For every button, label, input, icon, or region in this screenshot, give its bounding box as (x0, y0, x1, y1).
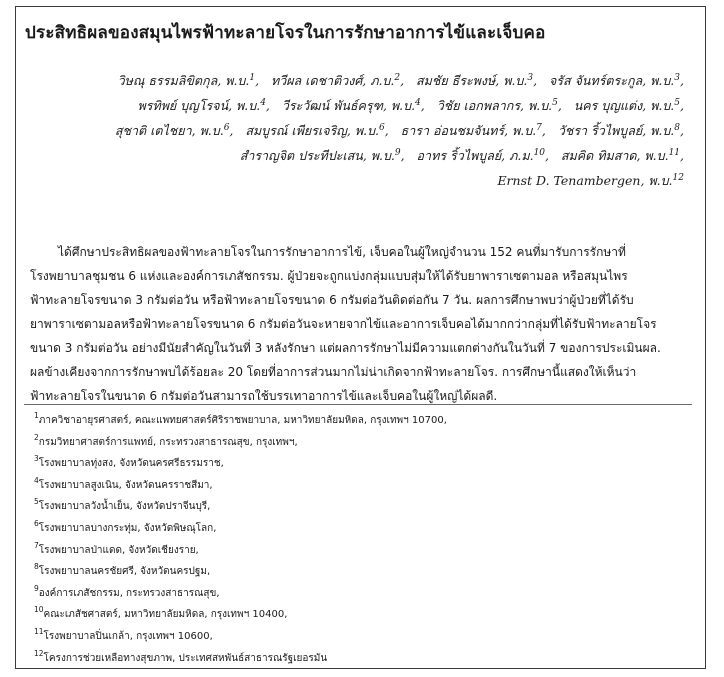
author (574, 98, 684, 113)
footnote-number: 7 (34, 540, 39, 550)
footnote (34, 561, 684, 583)
footnote-number: 1 (34, 411, 39, 420)
author (549, 73, 684, 88)
abstract-line: โรงพยาบาลชุมชน 6 แห่งและองค์การเภสัชกรรม. ผู้ป่วยจะถูกแบ่งกลุ่มแบบสุ่มให้ได้รับยาพาราเซตามอล หรือสมุนไพร (30, 269, 628, 283)
footnote-text: โรงพยาบาลปิ่นเกล้า, กรุงเทพฯ 10600, (43, 630, 213, 642)
footnote-number: 4 (34, 475, 39, 485)
footnote-text: โรงพยาบาลสูงเนิน, จังหวัดนครราชสีมา, (38, 479, 213, 491)
footnote (34, 626, 684, 648)
author-line (115, 166, 684, 191)
footnote (34, 583, 684, 605)
author-name: สำราญจิต ประทีปะเสน, พ.บ. (239, 148, 395, 164)
author (240, 148, 405, 163)
affiliation-marker: 3 (674, 73, 681, 83)
author-separator: , (545, 148, 549, 164)
affiliation-marker: 11 (668, 148, 681, 158)
footnote (34, 453, 684, 475)
footnote-text: โรงพยาบาลป่าแดด, จังหวัดเชียงราย, (38, 544, 199, 556)
footnote-text: โรงพยาบาลบางกระทุ่ม, จังหวัดพิษณุโลก, (38, 522, 217, 534)
affiliation-marker: 9 (394, 148, 401, 158)
footnote (34, 540, 684, 562)
author (245, 123, 388, 138)
author-separator: , (384, 123, 389, 139)
author-name: สมชัย ธีระพงษ์, พ.บ. (415, 73, 528, 89)
author (282, 98, 425, 113)
author (401, 123, 546, 138)
author-name: Ernst D. Tenambergen, พ.บ. (497, 173, 673, 189)
author-line (115, 116, 684, 141)
footnote-text: คณะเภสัชศาสตร์, มหาวิทยาลัยมหิดล, กรุงเทพฯ 10400, (43, 609, 288, 621)
author (561, 148, 684, 163)
author (138, 98, 270, 113)
footnote (34, 604, 684, 626)
footnote-text: โรงพยาบาลวังน้ำเย็น, จังหวัดปราจีนบุรี, (38, 501, 211, 513)
footnote (34, 496, 684, 518)
abstract-line: ฟ้าทะลายโจรในขนาด 6 กรัมต่อวันสามารถใช้บรรเทาอาการไข้และเจ็บคอในผู้ใหญ่ได้ผลดี. (30, 389, 498, 403)
affiliation-marker: 10 (533, 148, 546, 158)
author (558, 123, 684, 138)
footnote (34, 518, 684, 540)
author (417, 148, 549, 163)
affiliation-marker: 4 (415, 98, 421, 108)
abstract-line: ผลข้างเคียงจากการรักษาพบได้ร้อยละ 20 โดยที่อาการส่วนมากไม่น่าเกิดจากฟ้าทะลายโจร. การศึกษานี้แสดงให้เห็นว่า (30, 365, 637, 379)
author-name: สมบูรณ์ เพียรเจริญ, พ.บ. (245, 123, 379, 139)
abstract-line: ขนาด 3 กรัมต่อวัน อย่างมีนัยสำคัญในวันที่ 3 หลังรักษา แต่ผลการรักษาไม่มีความแตกต่างกันในวันที่ 7 ของการประเมินผล. (30, 341, 661, 355)
footnote-number: 9 (34, 583, 39, 593)
author-separator: , (420, 98, 425, 114)
author-name: วิษณุ ธรรมลิขิตกุล, พ.บ. (117, 73, 250, 89)
footnote-text: โรงพยาบาลทุ่งสง, จังหวัดนครศรีธรรมราช, (38, 458, 224, 470)
author-line (115, 91, 684, 116)
footnote-number: 6 (34, 518, 39, 528)
author-name: อาทร ริ้วไพบูลย์, ภ.ม. (416, 148, 534, 164)
author-separator: , (680, 73, 684, 89)
author-separator: , (680, 123, 684, 139)
affiliation-marker: 5 (674, 98, 681, 108)
footnote-number: 2 (34, 432, 39, 442)
paper-title: ประสิทธิผลของสมุนไพรฟ้าทะลายโจรในการรักษาอาการไข้และเจ็บคอ (25, 23, 546, 43)
author-line (115, 66, 684, 91)
footnote-text: กรมวิทยาศาสตร์การแพทย์, กระทรวงสาธารณสุข, กรุงเทพฯ, (38, 436, 298, 448)
author (115, 123, 234, 138)
author-separator: , (680, 98, 684, 114)
footnote-text: องค์การเภสัชกรรม, กระทรวงสาธารณสุข, (38, 587, 220, 599)
affiliation-marker: 5 (552, 98, 558, 108)
author-name: พรทิพย์ บุญโรจน์, พ.บ. (137, 98, 261, 114)
footnote-number: 11 (34, 626, 44, 636)
affiliation-footnotes (34, 410, 684, 669)
affiliation-marker: 7 (536, 123, 542, 133)
author-name: สมคิด ทิมสาด, พ.บ. (560, 148, 669, 164)
affiliation-marker: 6 (379, 123, 385, 133)
author (497, 173, 684, 188)
author-name: จรัส จันทร์ตระกูล, พ.บ. (548, 73, 675, 89)
footnote (34, 410, 684, 432)
abstract (30, 240, 694, 408)
footnote-number: 3 (34, 454, 39, 464)
footnote-text: โครงการช่วยเหลือทางสุขภาพ, ประเทศสหพันธ์สาธารณรัฐเยอรมัน (43, 652, 328, 664)
author-name: นคร บุญแต่ง, พ.บ. (573, 98, 675, 114)
author-name: วีระวัฒน์ พันธ์ครุฑ, พ.บ. (281, 98, 416, 114)
footnote (34, 432, 684, 454)
affiliation-marker: 8 (674, 123, 681, 133)
author-list (115, 66, 684, 191)
abstract-line: ได้ศึกษาประสิทธิผลของฟ้าทะลายโจรในการรักษาอาการไข้, เจ็บคอในผู้ใหญ่จำนวน 152 คนที่มารับการรักษาที่ (58, 245, 626, 259)
footnote-number: 10 (34, 605, 44, 615)
affiliation-marker: 2 (394, 73, 401, 83)
footnote-number: 5 (34, 497, 39, 507)
author-separator: , (557, 98, 562, 114)
footnote-text: โรงพยาบาลนครชัยศรี, จังหวัดนครปฐม, (38, 566, 211, 578)
affiliation-marker: 6 (223, 123, 230, 133)
footnote-number: 8 (34, 562, 39, 572)
affiliation-marker: 4 (260, 98, 266, 108)
author-line (115, 141, 684, 166)
abstract-line: ฟ้าทะลายโจรขนาด 3 กรัมต่อวัน หรือฟ้าทะลายโจรขนาด 6 กรัมต่อวันติดต่อกัน 7 วัน. ผลการศึกษาพบว่าผู้ป่วยที่ได้รับ (30, 293, 634, 307)
author-name: ทวีผล เดชาติวงศ์, ภ.บ. (270, 73, 395, 89)
footnote-divider (24, 404, 692, 405)
footnote-number: 12 (34, 648, 44, 658)
author (416, 73, 537, 88)
footnote-text: ภาควิชาอายุรศาสตร์, คณะแพทยศาสตร์ศิริราชพยาบาล, มหาวิทยาลัยมหิดล, กรุงเทพฯ 10700, (38, 415, 447, 426)
affiliation-marker: 3 (527, 73, 534, 83)
author-separator: , (255, 73, 260, 89)
author-separator: , (400, 73, 405, 89)
author (118, 73, 259, 88)
author-separator: , (533, 73, 538, 89)
author-separator: , (400, 148, 405, 164)
author-name: วิชัย เอกพลากร, พ.บ. (436, 98, 553, 114)
author-name: สุชาติ เตไชยา, พ.บ. (114, 123, 224, 139)
footnote (34, 475, 684, 497)
author-separator: , (541, 123, 546, 139)
footnote (34, 648, 684, 670)
author-name: ธารา อ่อนชมจันทร์, พ.บ. (400, 123, 537, 139)
author (437, 98, 562, 113)
author-separator: , (680, 148, 684, 164)
affiliation-marker: 12 (672, 173, 684, 183)
affiliation-marker: 1 (249, 73, 256, 83)
author-separator: , (265, 98, 270, 114)
abstract-line: ยาพาราเซตามอลหรือฟ้าทะลายโจรขนาด 6 กรัมต่อวันจะหายจากไข้และอาการเจ็บคอได้มากกว่ากลุ่มที่ได้รับฟ้าทะลายโจร (30, 317, 657, 331)
author-name: วัชรา ริ้วไพบูลย์, พ.บ. (557, 123, 675, 139)
author (271, 73, 404, 88)
author-separator: , (229, 123, 234, 139)
